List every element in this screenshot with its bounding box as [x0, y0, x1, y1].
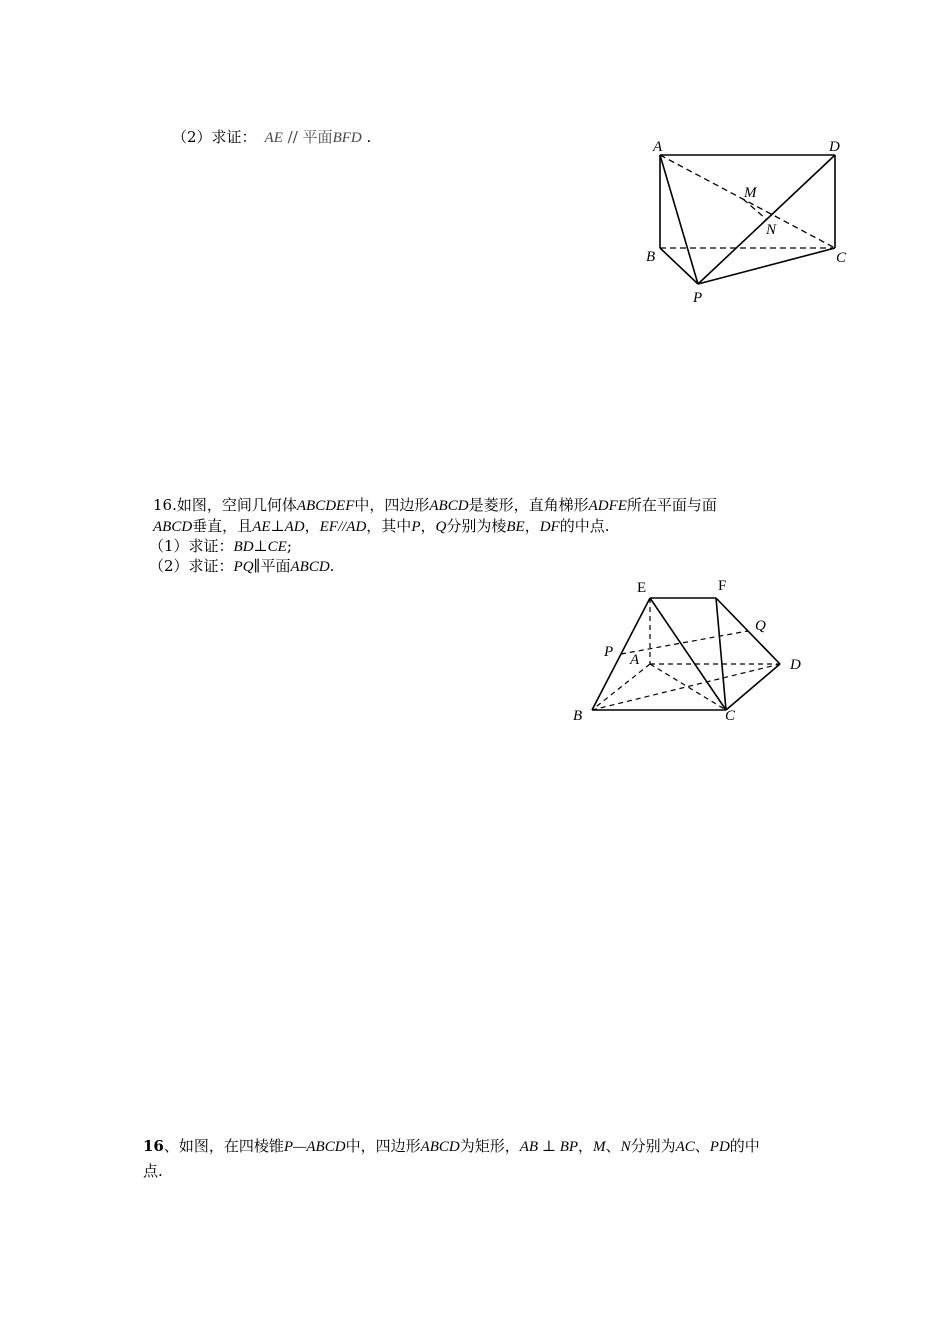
q2-line-1: [153, 495, 717, 516]
q3-text: 中，四边形: [345, 1137, 421, 1155]
q1-label-a: A: [653, 139, 663, 155]
q1-ae: AE: [264, 130, 283, 146]
q2-label-a: A: [630, 652, 640, 668]
q2-df: DF: [539, 519, 560, 535]
q1-plane: 平面: [302, 128, 333, 146]
q3-text: 、: [694, 1137, 710, 1155]
q3-number: 16: [143, 1137, 164, 1155]
q2-abcdef: ABCDEF: [296, 498, 355, 514]
q2-label-f: F: [718, 578, 727, 594]
q2-pq: PQ: [233, 559, 254, 575]
q2-part2-prefix: （2）求证：: [149, 557, 234, 575]
q2-text: ，: [524, 517, 540, 535]
q3-text: ，: [578, 1137, 594, 1155]
q1-label-m: M: [744, 185, 757, 201]
q2-text: 分别为棱: [446, 517, 507, 535]
q3-ac: AC: [675, 1139, 695, 1155]
q1-figure-prism: [635, 130, 860, 310]
q3-pabcd: P—ABCD: [283, 1139, 346, 1155]
q1-label-p: P: [693, 290, 703, 306]
q2-line-2: [153, 516, 609, 537]
q3-text: 分别为: [630, 1137, 676, 1155]
q3-line-2: [143, 1161, 163, 1181]
q2-text: 垂直，且: [192, 517, 253, 535]
q1-bfd: BFD: [332, 130, 362, 146]
q2-abcd: ABCD: [429, 498, 469, 514]
q2-number: 16.: [153, 496, 177, 514]
q3-text: 、: [605, 1137, 621, 1155]
q2-part1: [149, 536, 292, 557]
q3-line-1: [143, 1136, 760, 1157]
q2-be: BE: [506, 519, 525, 535]
q2-bd-perp-ce: BD⊥CE: [233, 539, 287, 555]
q1-label-b: B: [646, 249, 656, 265]
q3-text: 、如图，在四棱锥: [163, 1137, 284, 1155]
q2-part1-suffix: ;: [286, 537, 292, 555]
q2-label-c: C: [725, 708, 736, 724]
q2-text: 所在平面与面: [626, 496, 717, 514]
q2-ef-par-ad: EF//AD: [319, 519, 367, 535]
q3-pd: PD: [709, 1139, 730, 1155]
q2-ae-perp-ad: AE⊥AD: [252, 519, 305, 535]
q1-parallel: //: [287, 128, 298, 146]
q2-text: 是菱形，直角梯形: [468, 496, 589, 514]
q1-part2-statement: [172, 127, 371, 148]
q2-label-b: B: [573, 708, 583, 724]
q2-plane: 平面: [260, 557, 291, 575]
q2-text: 中，四边形: [354, 496, 430, 514]
q2-part2: [149, 556, 334, 577]
q1-label-c: C: [836, 250, 847, 266]
q3-text: 为矩形，: [459, 1137, 520, 1155]
q3-ab-perp-bp: AB ⊥ BP: [519, 1139, 579, 1155]
q2-label-e: E: [637, 580, 647, 596]
q2-text: ，其中: [366, 517, 412, 535]
q2-text: 如图，空间几何体: [176, 496, 297, 514]
q2-par: ∥: [253, 557, 261, 575]
q2-adfe: ADFE: [588, 498, 627, 514]
q1-part2-prefix: （2）求证：: [172, 128, 257, 146]
q1-dot: .: [366, 128, 372, 146]
q3-text: 点.: [143, 1162, 163, 1180]
q2-label-d: D: [790, 657, 801, 673]
q2-text: 的中点.: [559, 517, 610, 535]
q2-text: ，: [304, 517, 320, 535]
q2-abcd-2: ABCD: [153, 519, 193, 535]
q1-label-n: N: [766, 222, 777, 238]
q2-p: P: [411, 519, 421, 535]
q2-part1-prefix: （1）求证：: [149, 537, 234, 555]
q2-label-p: P: [604, 644, 614, 660]
q2-figure-solid: [565, 570, 815, 730]
q3-abcd: ABCD: [420, 1139, 460, 1155]
q2-dot: .: [329, 557, 335, 575]
q2-text: ，: [420, 517, 436, 535]
q3-m: M: [593, 1139, 606, 1155]
q2-q: Q: [435, 519, 447, 535]
q1-label-d: D: [829, 139, 840, 155]
q3-text: 的中: [729, 1137, 760, 1155]
q2-label-q: Q: [755, 618, 766, 634]
q2-abcd-3: ABCD: [290, 559, 330, 575]
q3-n: N: [620, 1139, 631, 1155]
